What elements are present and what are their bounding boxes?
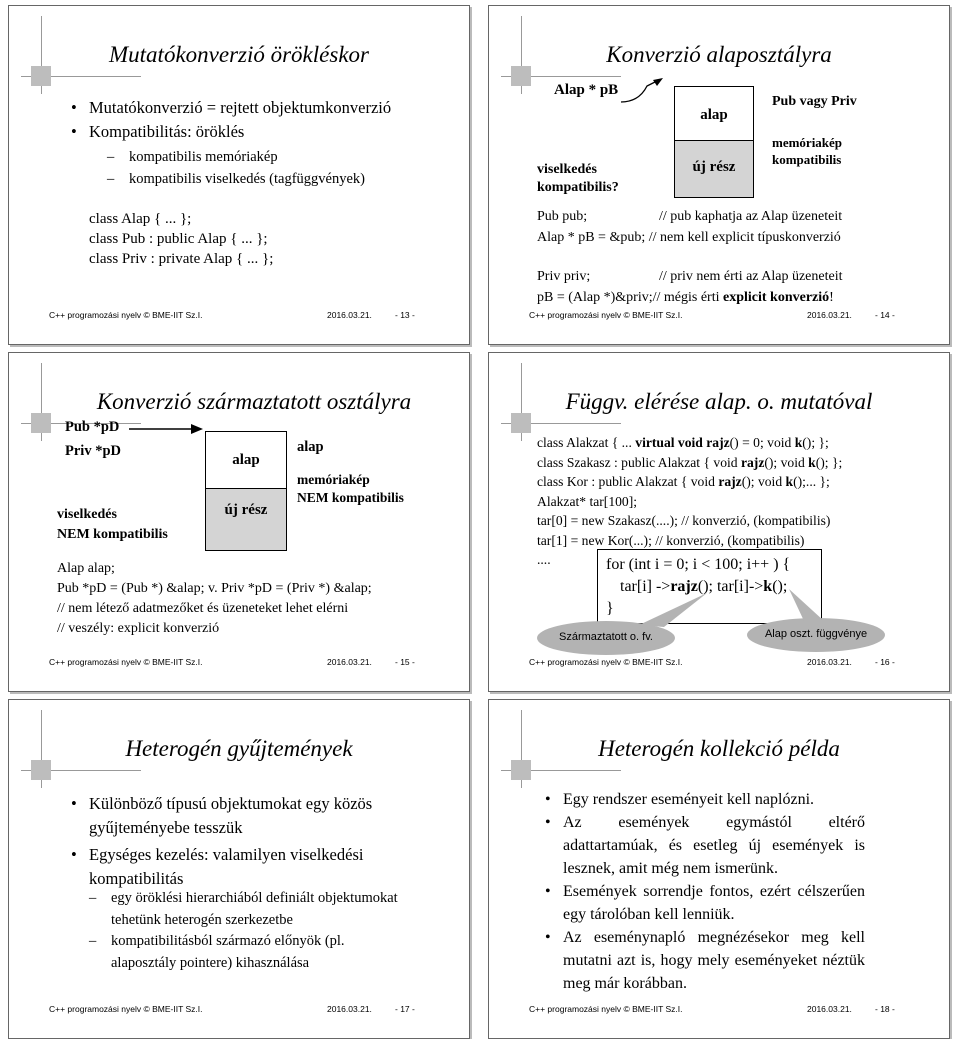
memoriakep-label: memóriakép <box>297 472 370 487</box>
viselkedes-label: viselkedés <box>537 162 597 177</box>
code-line: tar[0] = new Szakasz(....); // konverzió, (kompatibilis) <box>537 513 831 528</box>
code-line: class Kor : public Alakzat { void rajz(); void k();... }; <box>537 474 830 489</box>
footer-date: 2016.03.21. <box>327 657 372 667</box>
uj-resz-label: új rész <box>692 159 736 175</box>
decor-block <box>511 66 531 86</box>
code-line: .... <box>537 552 551 567</box>
slide-footer <box>49 657 439 671</box>
footer-date: 2016.03.21. <box>327 1004 372 1014</box>
code-line: class Priv : private Alap { ... }; <box>89 251 274 267</box>
slide-title: Függv. elérése alap. o. mutatóval <box>565 389 873 414</box>
sub-bullet-item: – kompatibilis memóriakép <box>107 146 447 168</box>
footer-course: C++ programozási nyelv © BME-IIT Sz.I. <box>49 1004 203 1014</box>
footer-page: - 18 - <box>875 1004 895 1014</box>
bullet-item: • Az események egymástól eltérő adattartamúak, és esetleg új események is lesznek, amit még nem ismerünk. <box>545 811 865 880</box>
footer-date: 2016.03.21. <box>807 1004 852 1014</box>
slide-footer <box>529 310 919 324</box>
code-line: Alap alap; <box>57 561 115 576</box>
slide-15 <box>8 352 470 692</box>
footer-course: C++ programozási nyelv © BME-IIT Sz.I. <box>49 657 203 667</box>
slide-title: Konverzió alaposztályra <box>606 42 832 67</box>
nem-kompatibilis-label: NEM kompatibilis <box>57 527 168 542</box>
pub-vagy-priv-label: Pub vagy Priv <box>772 94 857 109</box>
slide-17 <box>8 699 470 1039</box>
slide-footer <box>49 1004 439 1018</box>
code-comment: // pub kaphatja az Alap üzeneteit <box>659 209 843 224</box>
callout-pointer <box>609 585 729 635</box>
alap-cell: alap <box>232 452 260 468</box>
code-line: Alakzat* tar[100]; <box>537 493 638 509</box>
code-line: class Pub : public Alap { ... }; <box>89 231 268 247</box>
slide-18 <box>488 699 950 1039</box>
slide-footer <box>529 1004 919 1018</box>
alap-cell: alap <box>700 107 728 123</box>
footer-course: C++ programozási nyelv © BME-IIT Sz.I. <box>529 310 683 320</box>
code-line: class Szakasz : public Alakzat { void rajz(); void k(); }; <box>537 454 843 470</box>
arrow-icon <box>127 421 207 437</box>
code-line: // veszély: explicit konverzió <box>57 621 220 636</box>
loop-line: tar[i] ->rajz(); tar[i]->k(); <box>620 578 788 595</box>
slide-footer <box>529 657 919 671</box>
emphasis-text: explicit konverzió <box>722 290 830 305</box>
code-line: class Alap { ... }; <box>89 211 192 227</box>
footer-page: - 13 - <box>395 310 415 320</box>
decor-block <box>511 413 531 433</box>
bullet-item: • Egy rendszer eseményeit kell naplózni. <box>545 788 865 811</box>
code-line: tar[1] = new Kor(...); // konverzió, (kompatibilis) <box>537 532 805 548</box>
bullet-item: • Kompatibilitás: öröklés <box>71 120 451 144</box>
decor-block <box>511 760 531 780</box>
decor-block <box>31 66 51 86</box>
loop-line: } <box>606 600 614 617</box>
slide-16 <box>488 352 950 692</box>
nem-kompatibilis-label: NEM kompatibilis <box>297 490 404 505</box>
decor-block <box>31 413 51 433</box>
uj-resz-label: új rész <box>224 502 268 518</box>
code-line-end: ! <box>829 290 834 305</box>
code-line: Alap * pB = &pub; // nem kell explicit típuskonverzió <box>537 230 841 245</box>
slide-title: Konverzió származtatott osztályra <box>96 389 412 414</box>
slide-footer <box>49 310 439 324</box>
footer-date: 2016.03.21. <box>807 310 852 320</box>
callout-base-text: Alap oszt. függvénye <box>764 628 868 640</box>
footer-date: 2016.03.21. <box>807 657 852 667</box>
footer-page: - 16 - <box>875 657 895 667</box>
footer-course: C++ programozási nyelv © BME-IIT Sz.I. <box>529 1004 683 1014</box>
callout-pointer <box>779 579 839 629</box>
pub-pd-label: Pub *pD <box>65 419 120 435</box>
kompatibilis-q-label: kompatibilis? <box>537 180 619 195</box>
alap-pb-label: Alap * pB <box>554 82 619 98</box>
uj-resz-cell <box>206 488 286 550</box>
slide-title: Heterogén gyűjtemények <box>125 736 353 761</box>
slide-title: Heterogén kollekció példa <box>598 736 840 761</box>
bullet-item: • Az eseménynapló megnézésekor meg kell mutatni azt is, hogy mely eseményeket néztük meg már korábban. <box>545 926 865 995</box>
code-line: Pub *pD = (Pub *) &alap; v. Priv *pD = (Priv *) &alap; <box>57 581 372 596</box>
decor-block <box>31 760 51 780</box>
sub-bullet-item: – egy öröklési hierarchiából definiált objektumokat tehetünk heterogén szerkezetbe <box>89 888 399 931</box>
viselkedes-label: viselkedés <box>57 507 117 522</box>
footer-page: - 15 - <box>395 657 415 667</box>
footer-course: C++ programozási nyelv © BME-IIT Sz.I. <box>529 657 683 667</box>
slide-title: Mutatókonverzió örökléskor <box>109 42 369 67</box>
callout-derived-text: Származtatott o. fv. <box>559 631 653 643</box>
footer-page: - 17 - <box>395 1004 415 1014</box>
code-comment: // priv nem érti az Alap üzeneteit <box>659 269 843 284</box>
memoriakep-label: memóriakép <box>772 135 843 150</box>
code-line: Pub pub; <box>537 209 588 224</box>
code-line: pB = (Alap *)&priv;// mégis érti <box>537 290 723 305</box>
footer-page: - 14 - <box>875 310 895 320</box>
bullet-item: • Egységes kezelés: valamilyen viselkedési kompatibilitás <box>71 843 411 890</box>
sub-bullet-item: – kompatibilitásból származó előnyök (pl. alaposztály pointere) kihasználása <box>89 931 399 974</box>
loop-line: for (int i = 0; i < 100; i++ ) { <box>606 556 791 573</box>
kompatibilis-label: kompatibilis <box>772 152 842 167</box>
footer-date: 2016.03.21. <box>327 310 372 320</box>
memory-layout <box>205 431 287 551</box>
bullet-item: • Mutatókonverzió = rejtett objektumkonverzió <box>71 96 451 120</box>
slide-13 <box>8 5 470 345</box>
code-line: // nem létező adatmezőket és üzeneteket lehet elérni <box>57 601 349 616</box>
sub-bullet-item: – kompatibilis viselkedés (tagfüggvények) <box>107 168 447 190</box>
footer-course: C++ programozási nyelv © BME-IIT Sz.I. <box>49 310 203 320</box>
bullet-item: • Különböző típusú objektumokat egy közös gyűjteményebe tesszük <box>71 792 411 839</box>
code-line: class Alakzat { ... virtual void rajz() = 0; void k(); }; <box>537 435 829 450</box>
alap-label: alap <box>297 439 324 455</box>
memory-layout <box>674 86 754 198</box>
priv-pd-label: Priv *pD <box>65 443 121 459</box>
slide-14 <box>488 5 950 345</box>
bullet-item: • Események sorrendje fontos, ezért célszerűen egy tárolóban kell lenniük. <box>545 880 865 926</box>
code-line: Priv priv; <box>537 269 591 284</box>
